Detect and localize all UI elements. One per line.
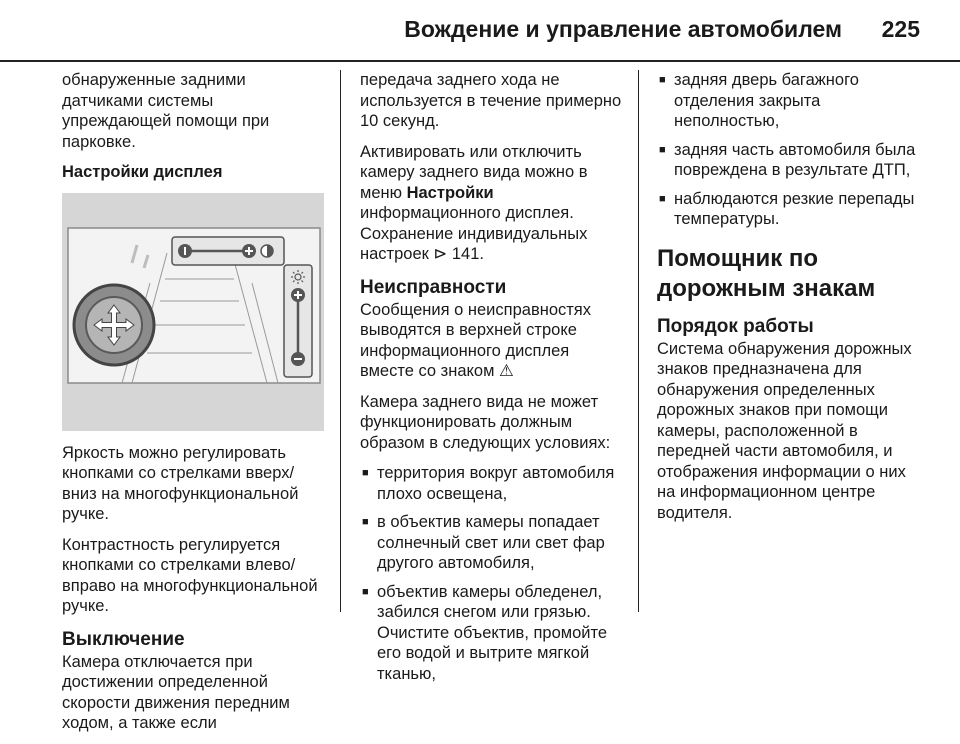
faults-heading: Неисправности <box>360 276 507 298</box>
faults-paragraph: Сообщения о неисправностях выводятся в верхней строке информационного дисплея вместе со знаком ⚠ <box>360 300 591 380</box>
operation-paragraph: Система обнаружения дорожных знаков предназначена для обнаружения определенных дорожных знаков при помощи камеры, расположенной в передней части автомобиля, и отображения информации о них на информационном центре водителя. <box>657 339 912 522</box>
display-settings-diagram <box>62 193 324 431</box>
bullet-icon: ■ <box>362 467 369 479</box>
page-title: Вождение и управление автомобилем <box>404 16 842 42</box>
display-settings-heading: Настройки дисплея <box>62 163 223 181</box>
list-item: ■ задняя дверь багажного отделения закрыта неполностью, <box>659 71 859 130</box>
column-3 <box>657 70 925 533</box>
bullet-icon: ■ <box>659 192 666 205</box>
display-settings-illustration <box>62 193 324 431</box>
list-item: ■ в объектив камеры попадает солнечный свет или свет фар другого автомобиля, <box>362 513 605 572</box>
list-item: ■ территория вокруг автомобиля плохо освещена, <box>362 464 615 503</box>
page-number: 225 <box>881 16 920 42</box>
conditions-list-continued <box>657 70 925 230</box>
bullet-icon: ■ <box>362 585 369 598</box>
column-1 <box>62 70 324 744</box>
page-header <box>0 0 960 62</box>
settings-menu-term: Настройки <box>406 183 494 202</box>
brightness-paragraph: Яркость можно регулировать кнопками со стрелками вверх/вниз на многофункциональной ручке. <box>62 443 299 523</box>
camera-fail-paragraph: Камера заднего вида не может функционировать должным образом в следующих условиях: <box>360 392 611 452</box>
conditions-list <box>360 463 622 684</box>
bullet-icon: ■ <box>659 143 666 156</box>
contrast-paragraph: Контрастность регулируется кнопками со стрелками влево/вправо на многофункциональной ручке. <box>62 535 318 615</box>
continued-paragraph: передача заднего хода не используется в течение примерно 10 секунд. <box>360 71 622 130</box>
activate-paragraph: Активировать или отключить камеру заднего вида можно в меню Настройки информационного дисплея. Сохранение индивидуальных настроек ⊳ 141. <box>360 142 588 263</box>
column-2 <box>360 70 622 692</box>
list-item: ■ задняя часть автомобиля была повреждена в результате ДТП, <box>659 140 916 179</box>
shutdown-heading: Выключение <box>62 628 185 650</box>
list-item: ■ наблюдаются резкие перепады температуры. <box>659 189 915 228</box>
header-divider <box>0 60 960 62</box>
intro-paragraph: обнаруженные задними датчиками системы упреждающей помощи при парковке. <box>62 71 270 151</box>
bullet-icon: ■ <box>362 516 369 528</box>
shutdown-paragraph: Камера отключается при достижении определенной скорости движения передним ходом, а также если <box>62 652 290 732</box>
column-divider-1 <box>340 70 341 612</box>
column-divider-2 <box>638 70 639 612</box>
list-item: ■ объектив камеры обледенел, забился снегом или грязью. Очистите объектив, промойте его водой и вытрите мягкой тканью, <box>362 582 608 683</box>
section-heading: Помощник по дорожным знакам <box>657 244 876 302</box>
bullet-icon: ■ <box>659 74 666 86</box>
operation-heading: Порядок работы <box>657 315 814 337</box>
